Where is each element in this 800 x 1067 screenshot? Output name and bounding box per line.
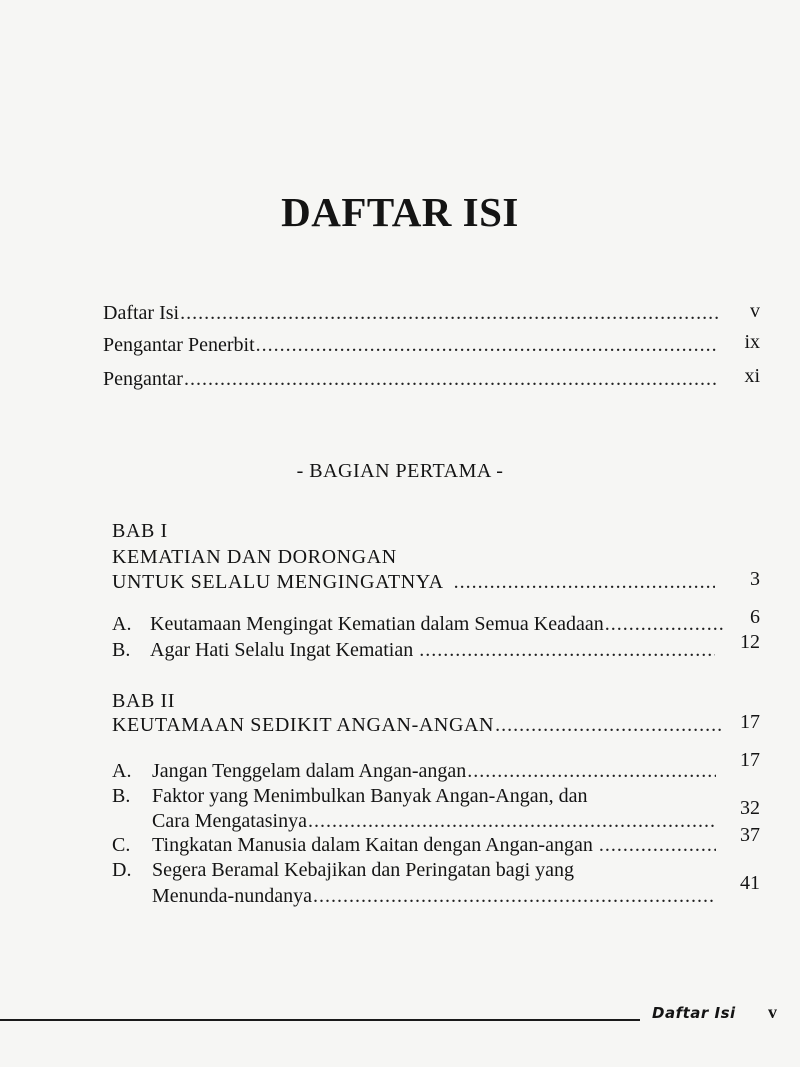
toc-entry-page: 17	[740, 711, 760, 733]
toc-entry-page: xi	[744, 365, 760, 387]
item-letter: B.	[112, 785, 131, 807]
item-letter: A.	[112, 760, 132, 782]
toc-entry-bab1-a[interactable]	[150, 613, 728, 636]
toc-entry-bab1-b[interactable]	[150, 639, 717, 662]
toc-entry-label: Jangan Tenggelam dalam Angan-angan	[152, 760, 467, 782]
toc-entry-pengantar-penerbit[interactable]	[103, 334, 720, 357]
toc-entry-pengantar[interactable]	[103, 368, 720, 391]
page-title: DAFTAR ISI	[281, 189, 519, 235]
toc-entry-daftar-isi[interactable]	[103, 302, 720, 325]
item-letter: A.	[112, 613, 132, 635]
toc-entry-label: Cara Mengatasinya	[152, 810, 307, 832]
toc-entry-bab2-b-line1: Faktor yang Menimbulkan Banyak Angan-Angan, dan	[152, 785, 588, 807]
item-letter: D.	[112, 859, 132, 881]
toc-entry-bab2-c[interactable]	[152, 834, 718, 857]
item-letter: C.	[112, 834, 131, 856]
toc-entry-page: 41	[740, 872, 760, 894]
toc-entry-bab-2[interactable]	[112, 714, 724, 737]
toc-entry-label: Daftar Isi	[103, 302, 180, 324]
toc-entry-label: Keutamaan Mengingat Kematian dalam Semua Keadaan	[150, 613, 604, 635]
toc-entry-label: Menunda-nundanya	[152, 885, 312, 907]
toc-entry-label: KEUTAMAAN SEDIKIT ANGAN-ANGAN	[112, 714, 495, 736]
toc-entry-page: 37	[740, 824, 760, 846]
toc-entry-label: Tingkatan Manusia dalam Kaitan dengan Angan-angan	[152, 834, 593, 856]
toc-entry-page: 12	[740, 631, 760, 653]
toc-entry-label: UNTUK SELALU MENGINGATNYA	[112, 571, 444, 593]
chapter-label: BAB II	[112, 690, 176, 712]
chapter-title-line1: KEMATIAN DAN DORONGAN	[112, 546, 397, 568]
toc-entry-page: 17	[740, 749, 760, 771]
toc-entry-label: Agar Hati Selalu Ingat Kematian	[150, 639, 414, 661]
toc-entry-bab2-d-line1: Segera Beramal Kebajikan dan Peringatan bagi yang	[152, 859, 575, 881]
item-letter: B.	[112, 639, 131, 661]
toc-entry-page: 3	[750, 568, 760, 590]
toc-entry-page: ix	[744, 331, 760, 353]
chapter-label: BAB I	[112, 520, 168, 542]
toc-entry-bab2-d[interactable]	[152, 885, 718, 908]
toc-entry-label: Pengantar	[103, 368, 183, 390]
toc-entry-page: 32	[740, 797, 760, 819]
footer-title: Daftar Isi	[652, 1004, 736, 1022]
footer-page-number: v	[768, 1002, 777, 1022]
toc-entry-label: Pengantar Penerbit	[103, 334, 255, 356]
footer-rule	[0, 1019, 640, 1021]
section-heading: - BAGIAN PERTAMA -	[296, 460, 504, 482]
toc-entry-page: 6	[750, 606, 760, 628]
toc-entry-page: v	[750, 300, 760, 322]
toc-entry-bab2-a[interactable]	[152, 760, 718, 783]
toc-entry-bab2-b[interactable]	[152, 810, 718, 833]
toc-entry-bab-1[interactable]	[112, 571, 717, 594]
